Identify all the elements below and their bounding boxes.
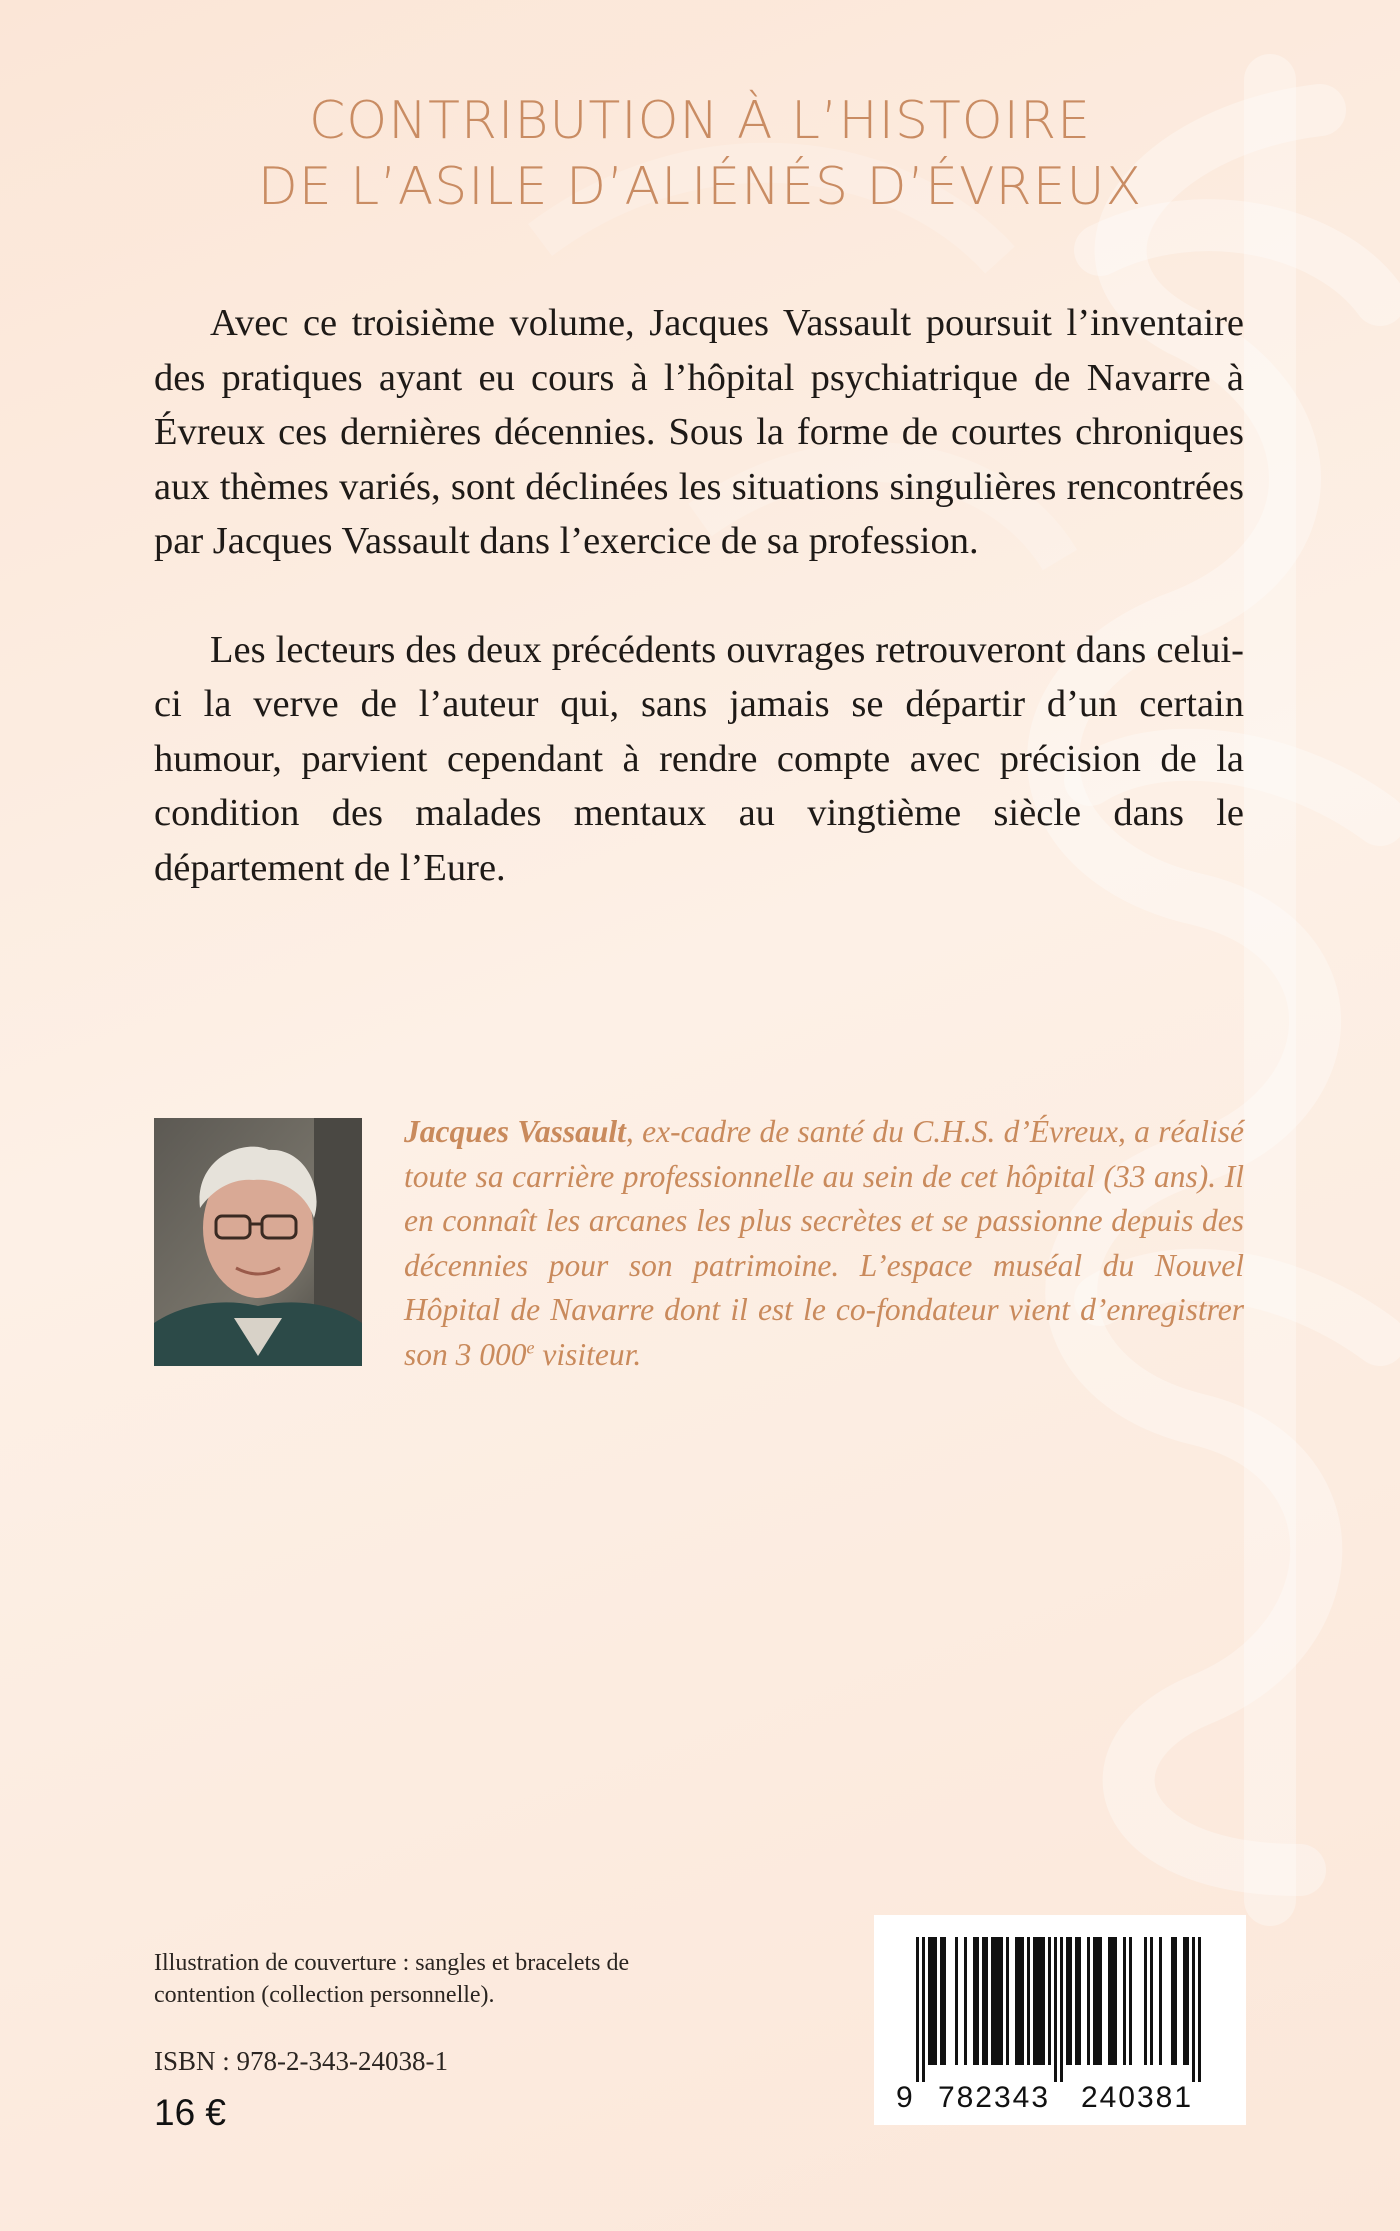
barcode-bar [985,1937,988,2065]
barcode-bar [1150,1937,1153,2065]
isbn: ISBN : 978-2-343-24038-1 [154,2046,448,2076]
description-paragraph-2: Les lecteurs des deux précédents ouvrages retrouveront dans celui-ci la verve de l’auteur qui, sans jamais se départir d’un certain humour, parvient cependant à rendre compte avec précision de la condition des malades mentaux au vingtième siècle dans le département de l’Eure. [154,628,1244,889]
barcode-bar [1129,1937,1132,2065]
author-bio-end: visiteur. [534,1336,642,1372]
barcode-bar [1174,1937,1177,2065]
barcode-bar [1096,1937,1099,2065]
barcode-bar [1108,1937,1111,2065]
author-photo [154,1118,362,1366]
title-line-1: CONTRIBUTION À L’HISTOIRE [309,91,1091,151]
barcode-bar [982,1937,985,2065]
barcode-bar [1171,1937,1174,2065]
barcode-bar [916,1937,919,2082]
barcode-bar [1066,1937,1069,2065]
author-bio-text: , ex-cadre de santé du C.H.S. d’Évreux, a réalisé toute sa carrière professionnelle au sein de cet hôpital (33 ans). Il en connaît les arcanes les plus secrètes et se passionne depuis des décennies pour son patrimoine. L’espace muséal du Nouvel Hôpital de Navarre dont il est le co-fondateur vient d’enregistrer son 3 000 [404,1114,1244,1372]
barcode-bar [1069,1937,1072,2065]
cover-illustration-credit: Illustration de couverture : sangles et bracelets de contention (collection personnelle). [154,1950,630,2008]
ordinal-suffix: e [526,1337,535,1357]
barcode-bar [922,1937,925,2082]
barcode-bar [1027,1937,1030,2065]
barcode-bar [943,1937,946,2065]
barcode-bar [1093,1937,1096,2065]
barcode-bar [1000,1937,1003,2065]
description-paragraph-1: Avec ce troisième volume, Jacques Vassault poursuit l’inventaire des pratiques ayant eu cours à l’hôpital psychiatrique de Navarre à Évreux ces dernières décennies. Sous la forme de courtes chroniques aux thèmes variés, sont déclinées les situations singulières rencontrées par Jacques Vassault dans l’exercice de sa profession. [154,302,1244,562]
barcode-bar [1033,1937,1036,2065]
barcode-bar [940,1937,943,2065]
barcode-bar [1144,1937,1147,2065]
barcode-bar [973,1937,976,2065]
barcode-bar [1018,1937,1021,2065]
barcode-bar [1015,1937,1018,2065]
barcode [874,1915,1246,2125]
barcode-bar [1060,1937,1063,2082]
barcode-bar [1087,1937,1090,2065]
barcode-bar [1192,1937,1195,2082]
barcode-bar [931,1937,934,2065]
barcode-bar [1183,1937,1186,2065]
book-description [154,296,1244,895]
barcode-bar [1048,1937,1051,2065]
barcode-bar [1099,1937,1102,2065]
barcode-bar [991,1937,994,2065]
barcode-left-digits: 782343 [937,2081,1051,2114]
barcode-bar [1159,1937,1162,2065]
barcode-bar [976,1937,979,2065]
author-biography [404,1110,1244,1377]
barcode-bar [1111,1937,1114,2065]
barcode-bar [1006,1937,1009,2065]
barcode-bar [964,1937,967,2065]
barcode-bar [1186,1937,1189,2065]
barcode-bar [1021,1937,1024,2065]
barcode-bar [1114,1937,1117,2065]
barcode-bar [1078,1937,1081,2065]
price: 16 € [154,2092,227,2133]
author-name: Jacques Vassault [404,1114,626,1149]
barcode-bars [916,1937,1201,2082]
barcode-bar [1042,1937,1045,2065]
barcode-bar [928,1937,931,2065]
barcode-bar [1054,1937,1057,2082]
barcode-bar [1075,1937,1078,2065]
barcode-bar [1036,1937,1039,2065]
barcode-bar [997,1937,1000,2065]
barcode-bar [934,1937,937,2065]
back-cover-title [150,88,1250,220]
barcode-bar [955,1937,958,2065]
title-line-2: DE L’ASILE D’ALIÉNÉS D’ÉVREUX [257,157,1143,217]
barcode-bar [1039,1937,1042,2065]
barcode-first-digit: 9 [896,2081,913,2114]
barcode-right-digits: 240381 [1080,2081,1194,2114]
barcode-bar [994,1937,997,2065]
barcode-bar [1123,1937,1126,2065]
barcode-bar [1198,1937,1201,2082]
